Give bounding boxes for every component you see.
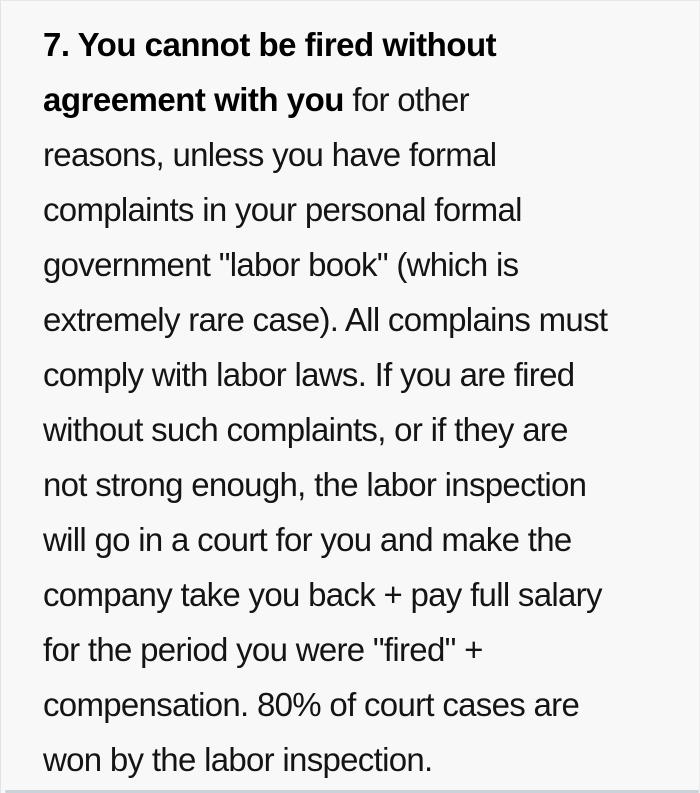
text-line [43,347,669,402]
regular-text-segment: for other [343,81,469,118]
text-line [43,567,669,622]
regular-text-segment: without such complaints, or if they are [43,411,568,448]
post-text-block [1,1,699,787]
regular-text-segment: comply with labor laws. If you are fired [43,356,575,393]
regular-text-segment: won by the labor inspection. [43,741,433,778]
text-line [43,677,669,732]
text-line [43,402,669,457]
regular-text-segment: compensation. 80% of court cases are [43,686,580,723]
bold-text-segment: 7. You cannot be fired without [43,26,497,63]
regular-text-segment: will go in a court for you and make the [43,521,572,558]
text-line [43,512,669,567]
text-line [43,127,669,182]
regular-text-segment: not strong enough, the labor inspection [43,466,587,503]
bold-text-segment: agreement with you [43,81,344,118]
text-line [43,237,669,292]
text-line [43,622,669,677]
text-line [43,457,669,512]
regular-text-segment: complaints in your personal formal [43,191,522,228]
regular-text-segment: for the period you were "fired" + [43,631,483,668]
text-line [43,17,669,72]
text-line [43,182,669,237]
regular-text-segment: reasons, unless you have formal [43,136,497,173]
regular-text-segment: extremely rare case). All complains must [43,301,608,338]
text-line [43,292,669,347]
text-line [43,732,669,787]
regular-text-segment: company take you back + pay full salary [43,576,602,613]
regular-text-segment: government "labor book" (which is [43,246,519,283]
text-line [43,72,669,127]
